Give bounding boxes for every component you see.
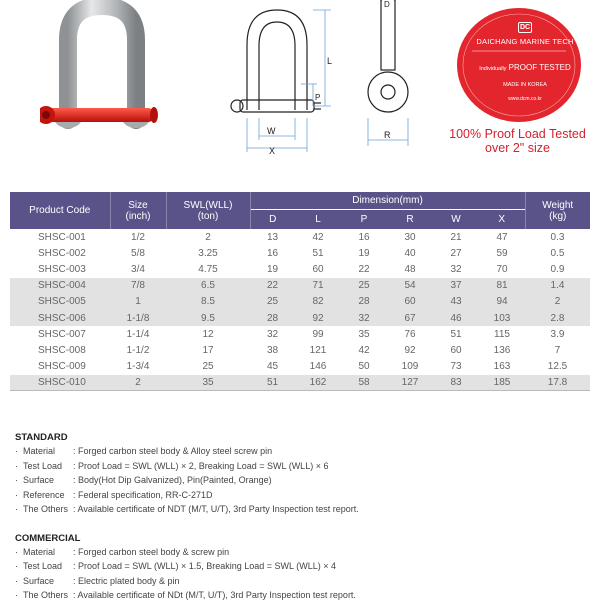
table-cell-swl: 6.5 bbox=[166, 278, 250, 294]
table-row bbox=[10, 310, 590, 326]
table-cell-p: 28 bbox=[341, 294, 387, 310]
seal-company: DAICHANG MARINE TECH bbox=[476, 37, 574, 46]
seal-logo bbox=[465, 21, 585, 33]
table-cell-swl: 9.5 bbox=[166, 310, 250, 326]
table-cell-p: 58 bbox=[341, 375, 387, 391]
table-cell-size: 1-3/4 bbox=[126, 361, 150, 373]
drawing-label-d: D bbox=[384, 0, 390, 9]
table-cell-weight: 2.8 bbox=[525, 310, 590, 326]
table-row bbox=[10, 245, 590, 261]
commercial-line-label: The Others bbox=[23, 590, 69, 600]
proof-load-line1: 100% Proof Load Tested bbox=[449, 127, 586, 141]
table-cell-p: 50 bbox=[358, 361, 370, 373]
drawing-label-w: W bbox=[267, 126, 276, 136]
seal-made-in: MADE IN KOREA bbox=[503, 82, 547, 88]
drawing-label-l: L bbox=[327, 56, 333, 66]
seal-proof-prefix: Individually bbox=[479, 66, 507, 72]
table-cell-w: 43 bbox=[433, 294, 479, 310]
table-cell-swl: 4.75 bbox=[198, 263, 218, 275]
table-row bbox=[10, 359, 590, 375]
header-size: Size (inch) bbox=[110, 192, 166, 229]
table-cell-x: 136 bbox=[493, 344, 511, 356]
commercial-line bbox=[15, 547, 595, 562]
bullet-icon: · bbox=[15, 575, 18, 586]
table-row bbox=[10, 278, 590, 294]
table-cell-weight: 12.5 bbox=[547, 361, 568, 373]
table-cell-r: 54 bbox=[387, 278, 433, 294]
standard-line-text: : Available certificate of NDT (M/T, U/T), 3rd Party Inspection test report. bbox=[73, 504, 359, 514]
table-cell-weight: 17.8 bbox=[525, 375, 590, 391]
drawing-label-p: P bbox=[315, 93, 321, 102]
table-cell-code: SHSC-009 bbox=[38, 361, 86, 373]
table-cell-l: 92 bbox=[295, 310, 341, 326]
table-cell-p: 19 bbox=[358, 247, 370, 259]
standard-line-label: Material bbox=[23, 446, 56, 456]
product-header bbox=[0, 0, 600, 180]
bullet-icon: · bbox=[15, 475, 18, 485]
table-row bbox=[10, 261, 590, 277]
table-cell-swl: 2 bbox=[205, 231, 211, 243]
header-dim-r: R bbox=[387, 209, 433, 229]
commercial-line bbox=[15, 590, 595, 600]
table-cell-r: 40 bbox=[404, 247, 416, 259]
table-cell-weight: 0.3 bbox=[550, 231, 565, 243]
table-cell-w: 32 bbox=[450, 263, 462, 275]
seal-proof bbox=[465, 63, 585, 72]
table-cell-d: 19 bbox=[266, 263, 279, 275]
table-cell-code: SHSC-002 bbox=[38, 247, 86, 259]
standard-line-label: Surface bbox=[23, 475, 55, 485]
table-cell-l: 99 bbox=[312, 328, 324, 340]
proof-load-line2: over 2" size bbox=[485, 141, 550, 155]
bullet-icon: · bbox=[15, 446, 18, 456]
table-cell-code: SHSC-005 bbox=[10, 294, 110, 310]
standard-line-label: Test Load bbox=[23, 460, 63, 471]
table-cell-p: 25 bbox=[341, 278, 387, 294]
header-dim-l: L bbox=[295, 209, 341, 229]
table-cell-size: 1-1/8 bbox=[110, 310, 166, 326]
table-cell-x: 47 bbox=[496, 231, 508, 243]
standard-title: STANDARD bbox=[15, 432, 68, 443]
table-cell-weight: 0.5 bbox=[550, 247, 565, 259]
commercial-line-text: : Available certificate of NDt (M/T, U/T), 3rd Party Inspection test report. bbox=[73, 590, 356, 600]
table-cell-l: 82 bbox=[295, 294, 341, 310]
bullet-icon: · bbox=[15, 561, 18, 571]
table-cell-w: 21 bbox=[450, 231, 462, 243]
table-cell-l: 71 bbox=[295, 278, 341, 294]
table-cell-w: 46 bbox=[433, 310, 479, 326]
table-cell-r: 48 bbox=[404, 263, 416, 275]
table-cell-weight: 7 bbox=[554, 344, 561, 356]
table-cell-r: 109 bbox=[401, 361, 419, 373]
table-cell-l: 146 bbox=[309, 361, 327, 373]
table-cell-weight: 0.9 bbox=[550, 263, 565, 275]
bullet-icon: · bbox=[15, 504, 18, 514]
header-product-code: Product Code bbox=[10, 192, 110, 229]
commercial-line bbox=[15, 576, 595, 591]
commercial-line-text: : Forged carbon steel body & screw pin bbox=[73, 546, 230, 557]
spec-table bbox=[10, 192, 590, 391]
drawing-label-r: R bbox=[384, 130, 391, 140]
table-cell-x: 70 bbox=[496, 263, 508, 275]
standard-line bbox=[15, 475, 595, 490]
shackle-side-drawing bbox=[355, 0, 420, 150]
commercial-line bbox=[15, 561, 595, 576]
standard-line-label: The Others bbox=[23, 504, 69, 514]
table-cell-x: 103 bbox=[479, 310, 525, 326]
table-cell-w: 27 bbox=[450, 247, 462, 259]
table-cell-swl: 25 bbox=[202, 361, 214, 373]
table-cell-swl: 12 bbox=[202, 328, 214, 340]
table-cell-size: 1 bbox=[110, 294, 166, 310]
table-row bbox=[10, 294, 590, 310]
table-cell-code: SHSC-004 bbox=[10, 278, 110, 294]
table-cell-d: 25 bbox=[250, 294, 295, 310]
table-cell-l: 60 bbox=[312, 263, 324, 275]
table-cell-swl: 8.5 bbox=[166, 294, 250, 310]
table-cell-r: 127 bbox=[387, 375, 433, 391]
commercial-line-label: Test Load bbox=[23, 561, 63, 571]
table-cell-p: 16 bbox=[358, 231, 370, 243]
table-cell-x: 81 bbox=[479, 278, 525, 294]
seal-web: www.dcm.co.kr bbox=[508, 96, 542, 102]
header-dimension: Dimension(mm) bbox=[250, 192, 525, 209]
table-cell-r: 60 bbox=[387, 294, 433, 310]
table-cell-size: 7/8 bbox=[110, 278, 166, 294]
table-cell-swl: 3.25 bbox=[198, 247, 218, 259]
bullet-icon: · bbox=[15, 590, 18, 600]
table-cell-d: 32 bbox=[266, 328, 279, 340]
table-cell-size: 1-1/4 bbox=[126, 328, 150, 340]
table-cell-r: 76 bbox=[404, 328, 416, 340]
table-cell-r: 67 bbox=[387, 310, 433, 326]
seal-proof-main: PROOF TESTED bbox=[508, 63, 571, 72]
shackle-front-drawing bbox=[225, 0, 355, 160]
table-cell-size: 5/8 bbox=[131, 247, 145, 259]
table-cell-size: 1/2 bbox=[131, 231, 145, 243]
table-cell-size: 2 bbox=[110, 375, 166, 391]
header-dim-w: W bbox=[433, 209, 479, 229]
table-row bbox=[10, 229, 590, 245]
table-cell-swl: 35 bbox=[166, 375, 250, 391]
table-cell-x: 163 bbox=[493, 361, 511, 373]
table-cell-w: 37 bbox=[433, 278, 479, 294]
commercial-title: COMMERCIAL bbox=[15, 532, 81, 544]
table-cell-size: 1-1/2 bbox=[126, 344, 150, 356]
table-cell-code: SHSC-006 bbox=[10, 310, 110, 326]
table-cell-code: SHSC-008 bbox=[38, 344, 86, 356]
table-cell-weight: 3.9 bbox=[550, 328, 565, 340]
table-cell-l: 42 bbox=[312, 231, 324, 243]
table-row bbox=[10, 342, 590, 358]
table-cell-d: 45 bbox=[266, 361, 279, 373]
drawing-label-x: X bbox=[269, 146, 276, 156]
header-weight: Weight (kg) bbox=[525, 192, 590, 229]
table-cell-x: 94 bbox=[479, 294, 525, 310]
table-cell-w: 60 bbox=[450, 344, 462, 356]
table-cell-d: 22 bbox=[250, 278, 295, 294]
table-cell-w: 73 bbox=[450, 361, 462, 373]
standard-line bbox=[15, 504, 595, 519]
table-cell-x: 115 bbox=[494, 328, 510, 340]
table-cell-code: SHSC-010 bbox=[10, 375, 110, 391]
table-cell-swl: 17 bbox=[202, 344, 214, 356]
commercial-line-label: Material bbox=[23, 546, 56, 557]
table-cell-x: 59 bbox=[496, 247, 508, 259]
table-cell-size: 3/4 bbox=[131, 263, 145, 275]
proof-load-note bbox=[440, 127, 595, 155]
commercial-line-text: : Electric plated body & pin bbox=[73, 575, 180, 586]
table-cell-d: 16 bbox=[266, 247, 279, 259]
commercial-line-label: Surface bbox=[23, 575, 55, 586]
table-row bbox=[10, 326, 590, 342]
standard-line bbox=[15, 461, 595, 476]
header-dim-p: P bbox=[341, 209, 387, 229]
standard-line bbox=[15, 446, 595, 461]
table-cell-code: SHSC-001 bbox=[38, 231, 86, 243]
commercial-line-text: : Proof Load = SWL (WLL) × 1.5, Breaking Load = SWL (WLL) × 4 bbox=[73, 561, 336, 571]
standard-line-text: : Forged carbon steel body & Alloy steel screw pin bbox=[73, 446, 273, 456]
table-cell-d: 51 bbox=[250, 375, 295, 391]
table-cell-weight: 1.4 bbox=[525, 278, 590, 294]
table-cell-l: 51 bbox=[312, 247, 324, 259]
standard-line bbox=[15, 490, 595, 505]
table-row bbox=[10, 375, 590, 391]
spec-notes bbox=[15, 432, 595, 600]
standard-line-text: : Body(Hot Dip Galvanized), Pin(Painted, Orange) bbox=[73, 475, 272, 485]
table-cell-p: 32 bbox=[341, 310, 387, 326]
header-dim-d: D bbox=[250, 209, 295, 229]
table-cell-r: 92 bbox=[404, 344, 416, 356]
company-logo-icon: DC bbox=[519, 24, 531, 31]
header-dim-x: X bbox=[479, 209, 525, 229]
table-cell-d: 38 bbox=[266, 344, 279, 356]
table-cell-l: 162 bbox=[295, 375, 341, 391]
bullet-icon: · bbox=[15, 546, 18, 557]
standard-line-text: : Proof Load = SWL (WLL) × 2, Breaking Load = SWL (WLL) × 6 bbox=[73, 460, 329, 471]
table-cell-r: 30 bbox=[404, 231, 416, 243]
table-cell-code: SHSC-007 bbox=[38, 328, 86, 340]
table-cell-w: 83 bbox=[433, 375, 479, 391]
table-cell-code: SHSC-003 bbox=[38, 263, 86, 275]
table-cell-p: 42 bbox=[358, 344, 370, 356]
table-cell-w: 51 bbox=[450, 328, 462, 340]
table-cell-p: 35 bbox=[358, 328, 370, 340]
table-cell-l: 121 bbox=[309, 344, 327, 356]
standard-line-label: Reference bbox=[23, 489, 65, 500]
table-cell-x: 185 bbox=[479, 375, 525, 391]
shackle-photo bbox=[40, 0, 160, 150]
standard-line-text: : Federal specification, RR-C-271D bbox=[73, 489, 213, 500]
table-cell-p: 22 bbox=[358, 263, 370, 275]
table-cell-d: 28 bbox=[250, 310, 295, 326]
header-swl: SWL(WLL) (ton) bbox=[166, 192, 250, 229]
bullet-icon: · bbox=[15, 489, 18, 500]
bullet-icon: · bbox=[15, 460, 18, 471]
table-cell-d: 13 bbox=[266, 231, 279, 243]
table-cell-weight: 2 bbox=[525, 294, 590, 310]
